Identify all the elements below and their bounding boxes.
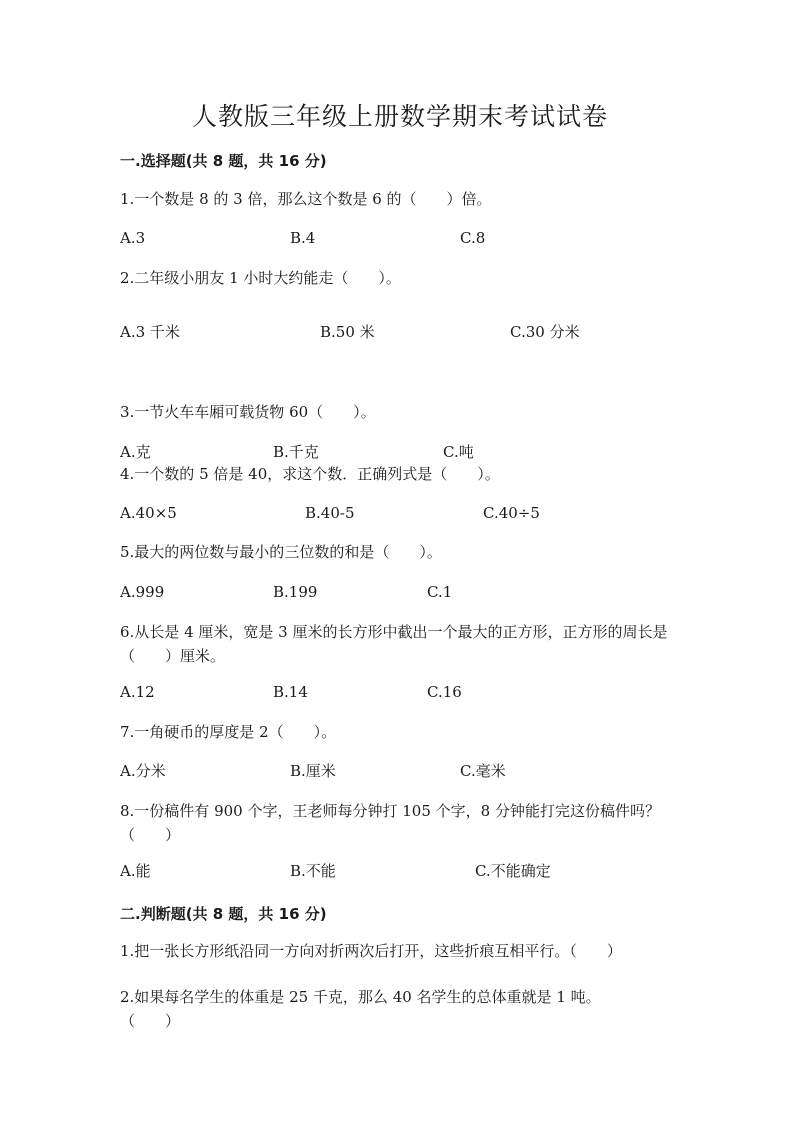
q5-option-a: A.999 — [120, 583, 165, 601]
question-1: 1.一个数是 8 的 3 倍，那么这个数是 6 的（ ）倍。 — [120, 190, 492, 208]
q8-option-c: C.不能确定 — [475, 862, 551, 880]
question-6: 6.从长是 4 厘米，宽是 3 厘米的长方形中截出一个最大的正方形，正方形的周长是（ ）厘米。 — [120, 623, 668, 665]
q1-option-b: B.4 — [290, 229, 316, 247]
q5-option-c: C.1 — [427, 583, 453, 601]
q1-option-c: C.8 — [460, 229, 486, 247]
q6-option-b: B.14 — [273, 683, 308, 701]
q5-option-b: B.199 — [273, 583, 318, 601]
q4-option-a: A.40×5 — [120, 504, 177, 522]
q1-option-a: A.3 — [120, 229, 146, 247]
judgment-question-1: 1.把一张长方形纸沿同一方向对折两次后打开，这些折痕互相平行。（ ） — [120, 942, 622, 960]
q7-option-c: C.毫米 — [460, 762, 506, 780]
question-5: 5.最大的两位数与最小的三位数的和是（ ）。 — [120, 543, 442, 561]
q7-option-b: B.厘米 — [290, 762, 336, 780]
section-title-judgment: 二.判断题(共 8 题，共 16 分) — [120, 905, 327, 923]
question-8: 8.一份稿件有 900 个字，王老师每分钟打 105 个字，8 分钟能打完这份稿件吗？（ ） — [120, 802, 660, 844]
question-2: 2.二年级小朋友 1 小时大约能走（ ）。 — [120, 269, 401, 287]
q3-option-b: B.千克 — [273, 443, 319, 461]
q2-option-a: A.3 千米 — [120, 323, 180, 341]
q2-option-b: B.50 米 — [320, 323, 375, 341]
q3-option-c: C.吨 — [443, 443, 474, 461]
q4-option-b: B.40-5 — [305, 504, 355, 522]
q8-option-a: A.能 — [120, 862, 151, 880]
page-title: 人教版三年级上册数学期末考试试卷 — [191, 102, 608, 131]
q6-option-c: C.16 — [427, 683, 462, 701]
q4-option-c: C.40÷5 — [483, 504, 540, 522]
question-4: 4.一个数的 5 倍是 40，求这个数．正确列式是（ ）。 — [120, 465, 500, 483]
q2-option-c: C.30 分米 — [510, 323, 580, 341]
question-7: 7.一角硬币的厚度是 2（ ）。 — [120, 723, 337, 741]
q6-option-a: A.12 — [120, 683, 155, 701]
section-title-choice: 一.选择题(共 8 题，共 16 分) — [120, 152, 327, 170]
question-3: 3.一节火车车厢可载货物 60（ ）。 — [120, 403, 376, 421]
judgment-question-2: 2.如果每名学生的体重是 25 千克，那么 40 名学生的总体重就是 1 吨。（ ） — [120, 988, 601, 1030]
q8-option-b: B.不能 — [290, 862, 336, 880]
q3-option-a: A.克 — [120, 443, 151, 461]
q7-option-a: A.分米 — [120, 762, 166, 780]
